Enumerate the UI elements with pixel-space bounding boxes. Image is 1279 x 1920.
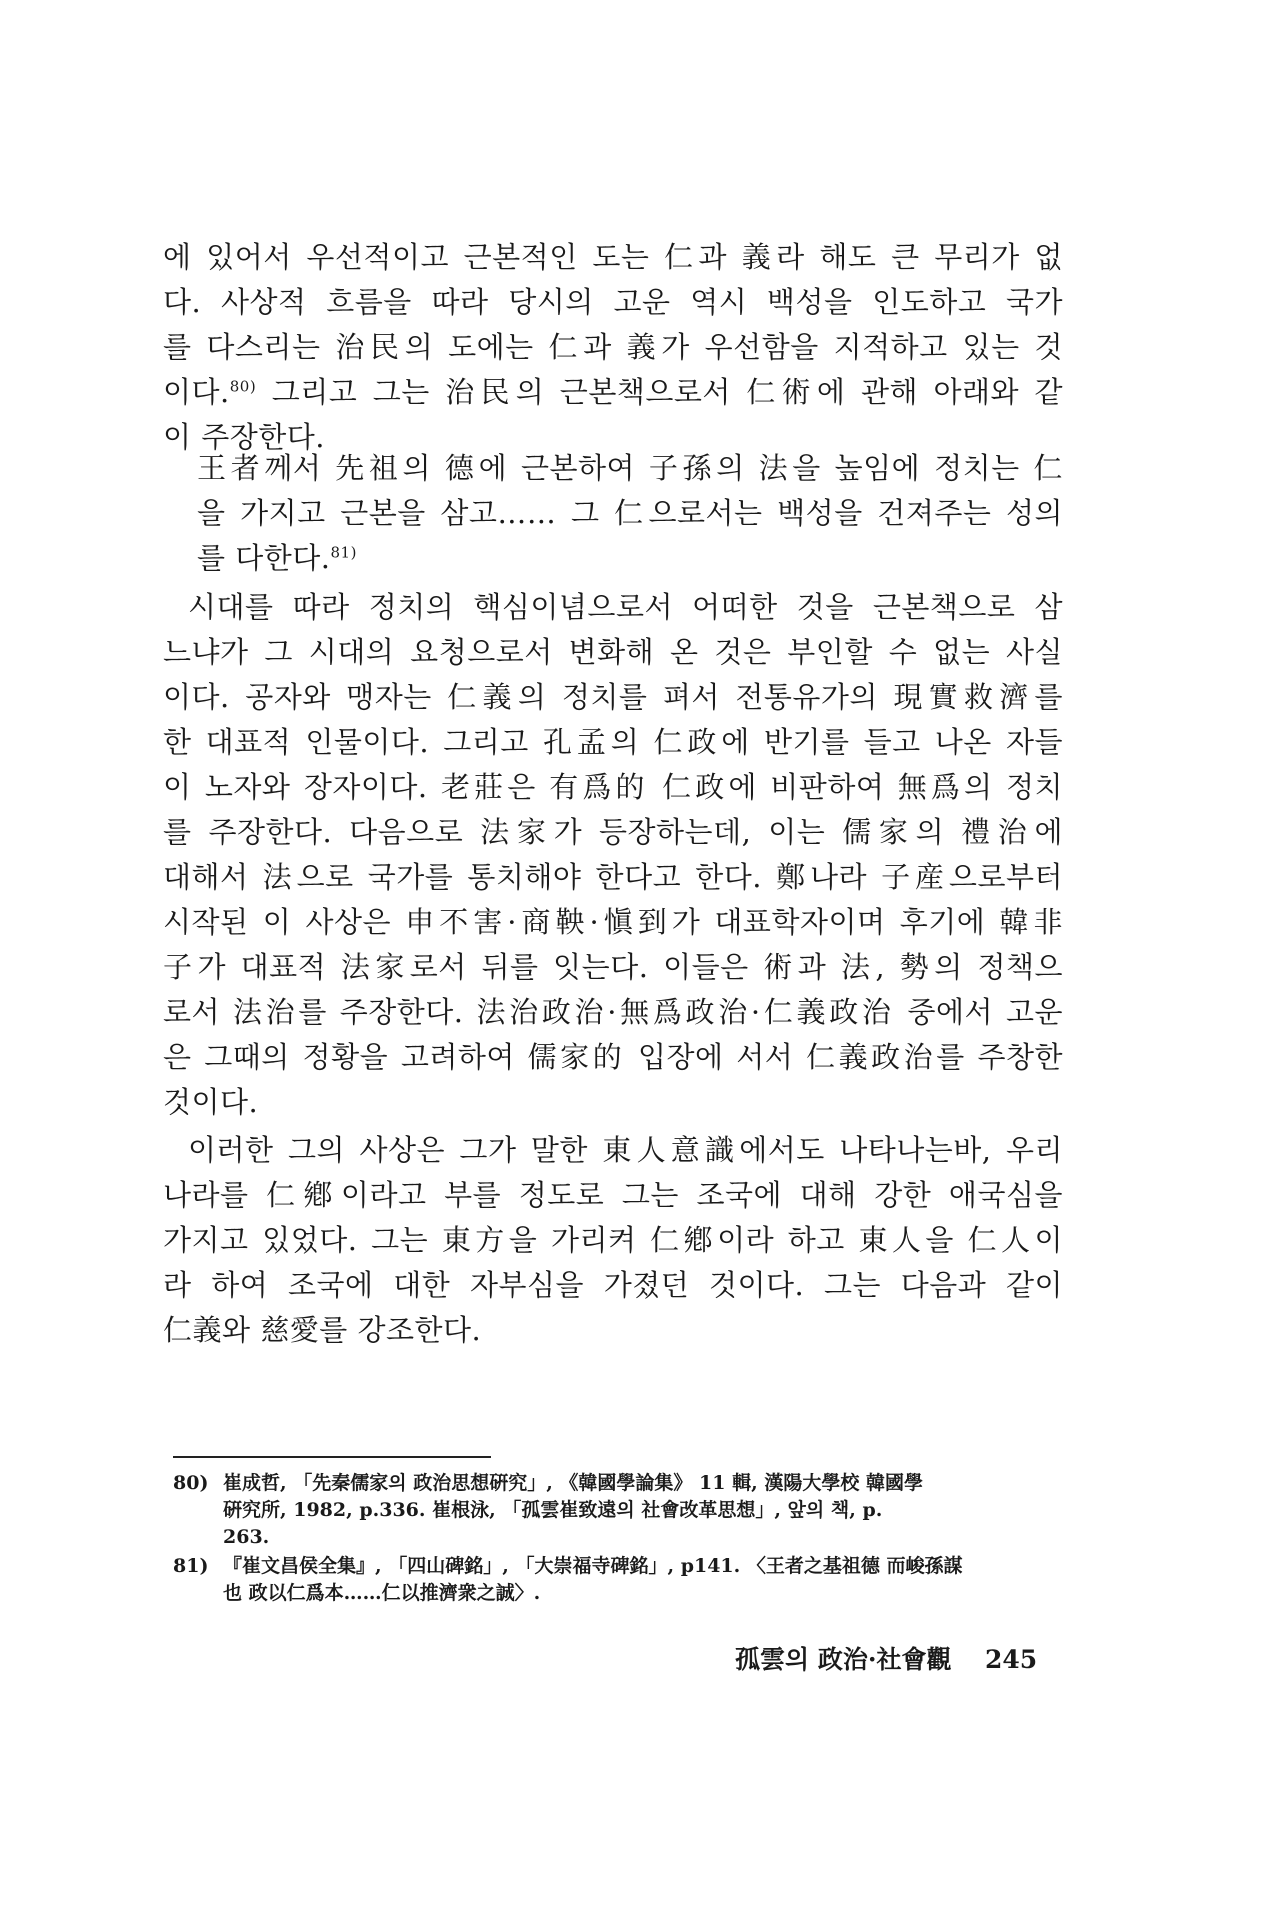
running-footer-title: 孤雲의 政治·社會觀 xyxy=(735,1645,952,1674)
text-line: 王者께서 先祖의 德에 근본하여 子孫의 法을 높임에 정치는 仁 xyxy=(197,451,1063,485)
text-fragment: 그리고 그는 治民의 근본책으로서 仁術에 관해 아래와 같 xyxy=(271,375,1064,409)
body-paragraph-3 xyxy=(163,1128,1063,1353)
text-line xyxy=(163,370,1063,415)
text-line: 이 주장한다. xyxy=(163,420,326,454)
text-line: 느냐가 그 시대의 요청으로서 변화해 온 것은 부인할 수 없는 사실 xyxy=(163,635,1063,669)
running-footer xyxy=(735,1640,1095,1676)
text-line: 한 대표적 인물이다. 그리고 孔孟의 仁政에 반기를 들고 나온 자들 xyxy=(163,725,1063,759)
footnote-80 xyxy=(173,1470,1063,1551)
text-line: 이 노자와 장자이다. 老莊은 有爲的 仁政에 비판하여 無爲의 정치 xyxy=(163,770,1063,804)
footnote-line xyxy=(173,1553,1063,1580)
text-line: 다. 사상적 흐름을 따라 당시의 고운 역시 백성을 인도하고 국가 xyxy=(163,285,1063,319)
footnote-divider xyxy=(173,1456,491,1458)
footnote-text: 崔成哲, 「先秦儒家의 政治思想硏究」, 《韓國學論集》 11 輯, 漢陽大學校 韓國學 xyxy=(223,1472,923,1494)
text-line: 은 그때의 정황을 고려하여 儒家的 입장에 서서 仁義政治를 주창한 xyxy=(163,1040,1063,1074)
text-line: 을 가지고 근본을 삼고…… 그 仁으로서는 백성을 건져주는 성의 xyxy=(197,496,1063,530)
text-line: 것이다. xyxy=(163,1085,259,1119)
text-line: 이러한 그의 사상은 그가 말한 東人意識에서도 나타나는바, 우리 xyxy=(188,1133,1063,1167)
footnote-ref-80: 80) xyxy=(229,377,257,396)
text-fragment: 를 다한다. xyxy=(197,541,331,575)
footnote-text: 『崔文昌侯全集』, 「四山碑銘」, 「大崇福寺碑銘」, p141. 〈王者之基祖德 而峻孫謀 xyxy=(223,1555,963,1577)
footnote-81 xyxy=(173,1553,1063,1607)
footnote-line: 硏究所, 1982, p.336. 崔根泳, 「孤雲崔致遠의 社會改革思想」, 앞의 책, p. xyxy=(223,1499,883,1521)
text-line: 子가 대표적 法家로서 뒤를 잇는다. 이들은 術과 法, 勢의 정책으 xyxy=(163,950,1063,984)
text-line: 로서 法治를 주장한다. 法治政治·無爲政治·仁義政治 중에서 고운 xyxy=(163,995,1063,1029)
footnote-line xyxy=(173,1470,1063,1497)
text-line: 나라를 仁鄕이라고 부를 정도로 그는 조국에 대해 강한 애국심을 xyxy=(163,1178,1063,1212)
footnote-line: 也 政以仁爲本……仁以推濟衆之誠〉. xyxy=(223,1582,541,1604)
footnote-ref-81: 81) xyxy=(330,543,357,562)
text-line: 를 주장한다. 다음으로 法家가 등장하는데, 이는 儒家의 禮治에 xyxy=(163,815,1063,849)
page-number: 245 xyxy=(985,1645,1038,1674)
text-line: 이다. 공자와 맹자는 仁義의 정치를 펴서 전통유가의 現實救濟를 xyxy=(163,680,1063,714)
text-line: 라 하여 조국에 대한 자부심을 가졌던 것이다. 그는 다음과 같이 xyxy=(163,1268,1063,1302)
footnote-line: 263. xyxy=(223,1526,270,1548)
text-line: 가지고 있었다. 그는 東方을 가리켜 仁鄕이라 하고 東人을 仁人이 xyxy=(163,1223,1063,1257)
footnote-number: 80) xyxy=(173,1472,209,1494)
text-line: 를 다스리는 治民의 도에는 仁과 義가 우선함을 지적하고 있는 것 xyxy=(163,330,1063,364)
body-paragraph-2 xyxy=(163,585,1063,1125)
body-paragraph-1 xyxy=(163,235,1063,460)
text-line: 에 있어서 우선적이고 근본적인 도는 仁과 義라 해도 큰 무리가 없 xyxy=(163,240,1063,274)
text-fragment: 이다. xyxy=(163,375,230,409)
text-line xyxy=(197,536,1063,581)
text-line: 시작된 이 사상은 申不害·商鞅·愼到가 대표학자이며 후기에 韓非 xyxy=(163,905,1063,939)
text-line: 대해서 法으로 국가를 통치해야 한다고 한다. 鄭나라 子産으로부터 xyxy=(163,860,1063,894)
text-line: 仁義와 慈愛를 강조한다. xyxy=(163,1313,482,1347)
footnote-number: 81) xyxy=(173,1555,209,1577)
text-line: 시대를 따라 정치의 핵심이념으로서 어떠한 것을 근본책으로 삼 xyxy=(188,590,1063,624)
block-quote xyxy=(197,446,1063,581)
